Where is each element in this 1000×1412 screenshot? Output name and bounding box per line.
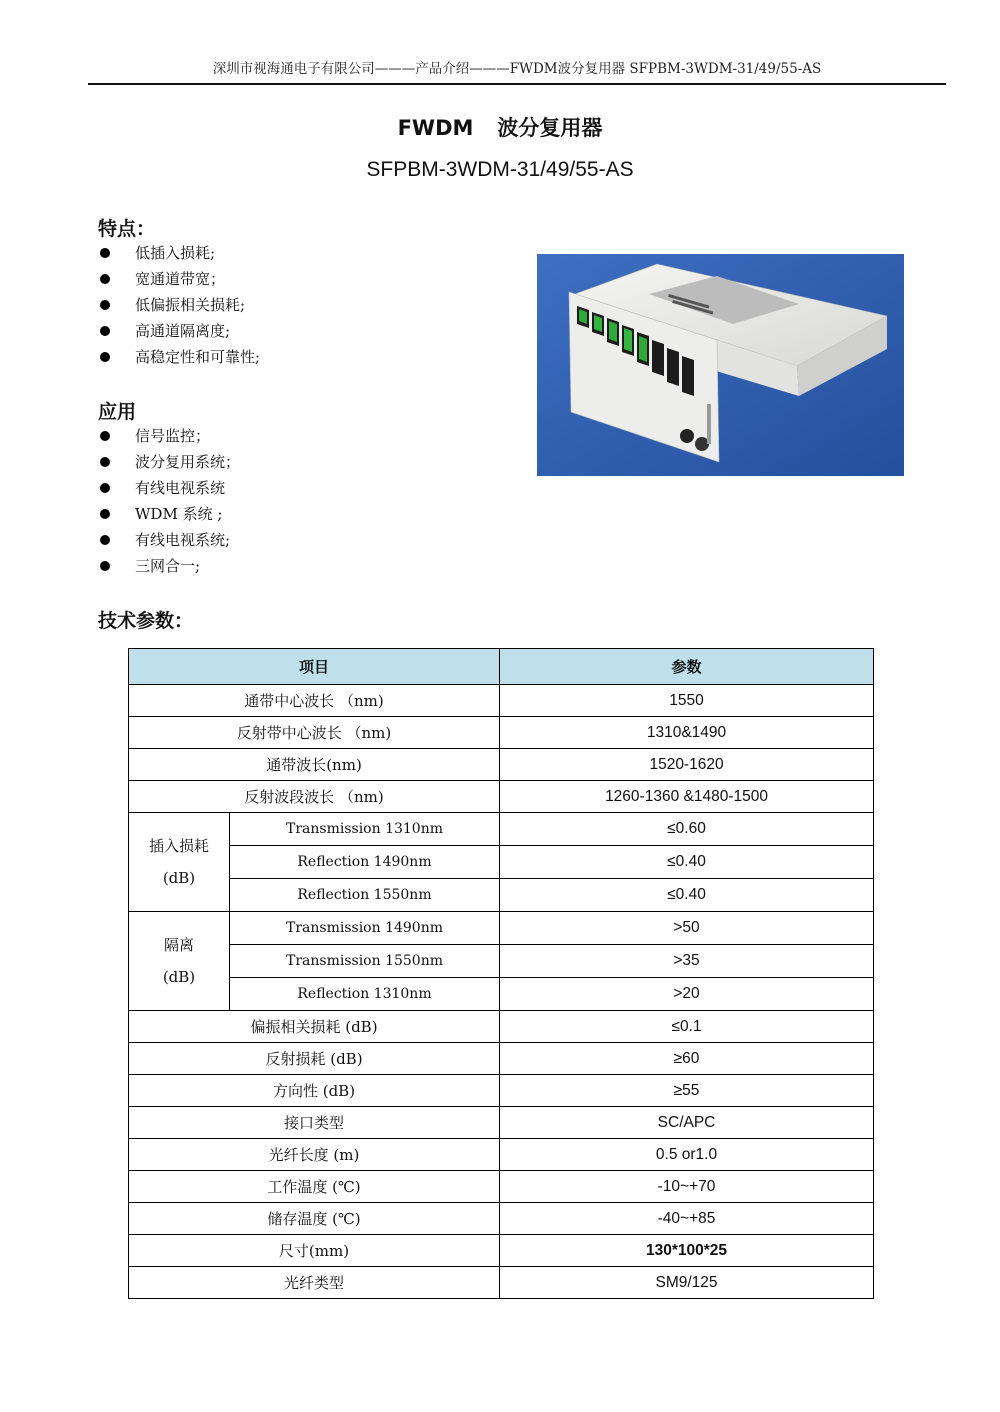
item-cell: Transmission 1490nm xyxy=(230,912,500,945)
features-heading: 特点： xyxy=(98,218,156,240)
value-cell: SM9/125 xyxy=(500,1267,874,1299)
col-header-item: 项目 xyxy=(129,649,500,685)
isolation-group xyxy=(129,912,230,1011)
value-cell: >20 xyxy=(500,978,874,1011)
value-cell: 0.5 or1.0 xyxy=(500,1139,874,1171)
table-row xyxy=(129,879,874,912)
item-cell: Transmission 1550nm xyxy=(230,945,500,978)
group-unit: (dB) xyxy=(162,869,196,887)
value-cell: ≥55 xyxy=(500,1075,874,1107)
applications-heading: 应用 xyxy=(98,401,137,423)
tech-heading: 技术参数： xyxy=(98,610,194,632)
applications-list xyxy=(98,423,240,579)
list-item: 信号监控； xyxy=(98,423,240,449)
bullet-icon xyxy=(100,352,110,362)
list-item: 波分复用系统； xyxy=(98,449,240,475)
list-item: WDM 系统 ; xyxy=(98,501,240,527)
item-cell: 反射波段波长 （nm) xyxy=(129,781,500,813)
list-item: 三网合一; xyxy=(98,553,240,579)
table-row xyxy=(129,1139,874,1171)
item-cell: 反射带中心波长 （nm) xyxy=(129,717,500,749)
item-cell: 工作温度 (℃) xyxy=(129,1171,500,1203)
item-cell: 光纤类型 xyxy=(129,1267,500,1299)
fwdm-module-illustration xyxy=(537,254,904,476)
value-cell: ≤0.40 xyxy=(500,879,874,912)
table-row xyxy=(129,749,874,781)
value-cell: >35 xyxy=(500,945,874,978)
value-cell: 1260-1360 &1480-1500 xyxy=(500,781,874,813)
bullet-icon xyxy=(100,300,110,310)
item-cell: Transmission 1310nm xyxy=(230,813,500,846)
table-row xyxy=(129,912,874,945)
item-cell: Reflection 1310nm xyxy=(230,978,500,1011)
bullet-icon xyxy=(100,509,110,519)
table-header-row xyxy=(129,649,874,685)
title-fwdm: FWDM xyxy=(397,116,474,140)
value-cell: ≤0.60 xyxy=(500,813,874,846)
table-row xyxy=(129,813,874,846)
value-cell: ≤0.40 xyxy=(500,846,874,879)
group-unit: (dB) xyxy=(162,968,196,986)
item-cell: Reflection 1490nm xyxy=(230,846,500,879)
table-row xyxy=(129,978,874,1011)
value-cell: 130*100*25 xyxy=(500,1235,874,1267)
value-cell: >50 xyxy=(500,912,874,945)
bullet-icon xyxy=(100,535,110,545)
list-item: 高稳定性和可靠性; xyxy=(98,344,260,370)
title-cn: 波分复用器 xyxy=(497,116,603,140)
list-item: 宽通道带宽； xyxy=(98,266,260,292)
item-cell: 光纤长度 (m) xyxy=(129,1139,500,1171)
list-item: 高通道隔离度; xyxy=(98,318,260,344)
bullet-icon xyxy=(100,326,110,336)
table-row xyxy=(129,1267,874,1299)
table-row xyxy=(129,717,874,749)
table-row xyxy=(129,1203,874,1235)
item-cell: 方向性 (dB) xyxy=(129,1075,500,1107)
group-label: 插入损耗 xyxy=(148,837,209,855)
table-row xyxy=(129,846,874,879)
item-cell: 储存温度 (℃) xyxy=(129,1203,500,1235)
value-cell: 1310&1490 xyxy=(500,717,874,749)
group-label: 隔离 xyxy=(163,936,194,954)
value-cell: -10~+70 xyxy=(500,1171,874,1203)
item-cell: Reflection 1550nm xyxy=(230,879,500,912)
item-cell: 反射损耗 (dB) xyxy=(129,1043,500,1075)
item-cell: 尺寸(mm) xyxy=(129,1235,500,1267)
bullet-icon xyxy=(100,483,110,493)
spec-table xyxy=(128,648,874,1299)
value-cell: 1550 xyxy=(500,685,874,717)
table-row xyxy=(129,1075,874,1107)
table-row xyxy=(129,685,874,717)
bullet-icon xyxy=(100,457,110,467)
value-cell: ≤0.1 xyxy=(500,1011,874,1043)
table-row xyxy=(129,1043,874,1075)
item-cell: 接口类型 xyxy=(129,1107,500,1139)
insertion-loss-group xyxy=(129,813,230,912)
table-row xyxy=(129,1011,874,1043)
item-cell: 偏振相关损耗 (dB) xyxy=(129,1011,500,1043)
list-item: 低插入损耗; xyxy=(98,240,260,266)
table-row xyxy=(129,781,874,813)
table-row xyxy=(129,1107,874,1139)
document-title xyxy=(0,112,1000,142)
table-row xyxy=(129,1171,874,1203)
bullet-icon xyxy=(100,274,110,284)
value-cell: ≥60 xyxy=(500,1043,874,1075)
value-cell: -40~+85 xyxy=(500,1203,874,1235)
list-item: 低偏振相关损耗; xyxy=(98,292,260,318)
features-list xyxy=(98,240,260,370)
list-item: 有线电视系统 xyxy=(98,475,240,501)
header-text: 深圳市视海通电子有限公司———产品介绍———FWDM波分复用器 SFPBM-3WDM-31/49/55-AS xyxy=(212,61,822,77)
value-cell: 1520-1620 xyxy=(500,749,874,781)
table-row xyxy=(129,1235,874,1267)
table-row xyxy=(129,945,874,978)
bullet-icon xyxy=(100,248,110,258)
list-item: 有线电视系统; xyxy=(98,527,240,553)
bullet-icon xyxy=(100,561,110,571)
page-header xyxy=(88,58,946,85)
model-number: SFPBM-3WDM-31/49/55-AS xyxy=(366,158,634,181)
item-cell: 通带中心波长 （nm) xyxy=(129,685,500,717)
bullet-icon xyxy=(100,431,110,441)
col-header-param: 参数 xyxy=(500,649,874,685)
item-cell: 通带波长(nm) xyxy=(129,749,500,781)
value-cell: SC/APC xyxy=(500,1107,874,1139)
product-photo xyxy=(537,254,904,476)
